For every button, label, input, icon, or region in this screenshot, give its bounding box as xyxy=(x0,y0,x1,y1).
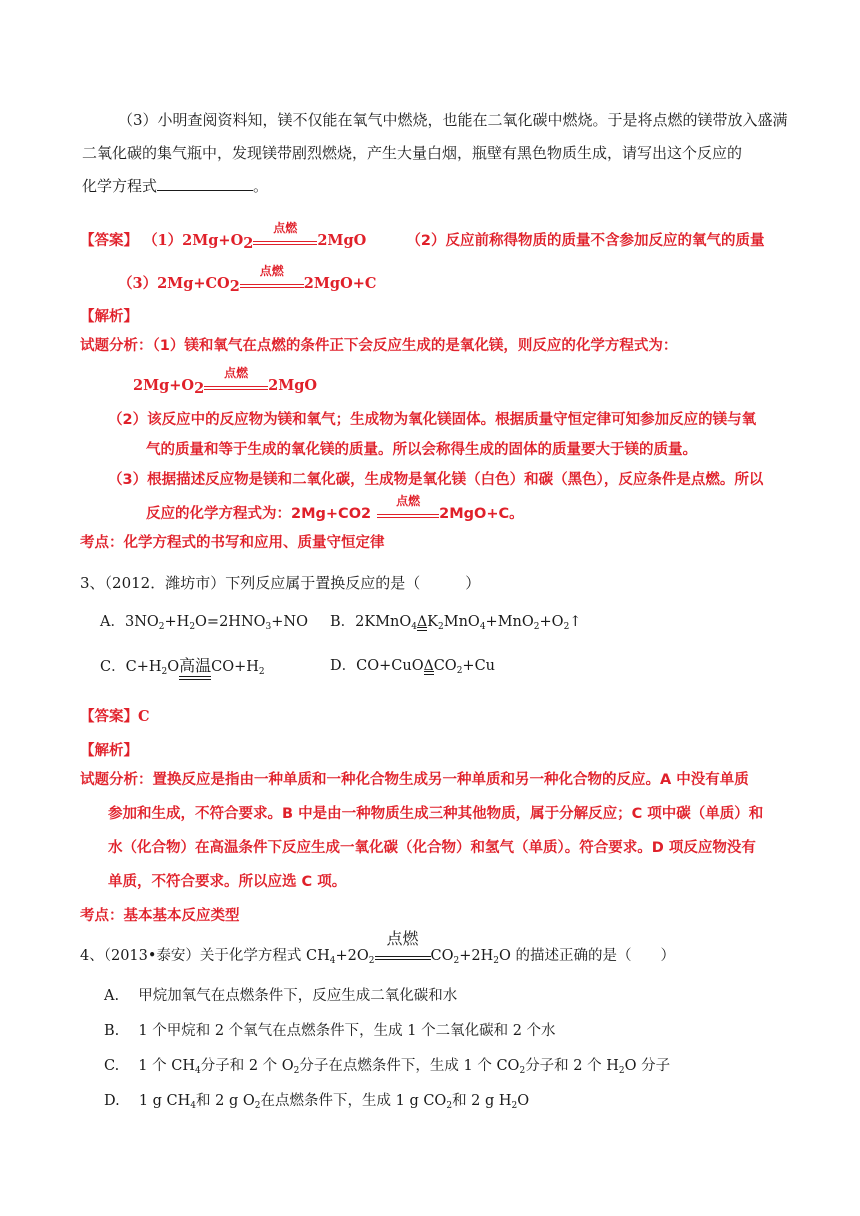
analysis1-l4: （3）根据描述反应物是镁和二氧化碳，生成物是氧化镁（白色）和碳（黑色），反应条件是点燃。所以 xyxy=(108,472,764,488)
analysis1-kaodian: 考点：化学方程式的书写和应用、质量守恒定律 xyxy=(80,535,385,551)
reaction-condition-arrow xyxy=(204,366,268,390)
answer-tag: 【答案】 xyxy=(80,233,138,249)
q4-stem: 4、（2013•泰安）关于化学方程式 $CH_4+2O_2$ 点燃 $CO_2+2H_2O$ 的描述正确的是（ ） xyxy=(80,929,675,966)
condition-label: 点燃 xyxy=(273,221,298,235)
analysis2-l1: 试题分析：置换反应是指由一种单质和一种化合物生成另一种单质和另一种化合物的反应。A 中没有单质 xyxy=(80,772,749,788)
reaction-condition-arrow xyxy=(240,264,304,288)
reaction-condition-arrow xyxy=(377,494,439,518)
q3-option-b: B．2KMnO$_4$Δ $K_2MnO_4+MnO_2+O_2↑$ xyxy=(330,614,582,632)
answer-tag: 【答案】 xyxy=(80,709,138,725)
answer1-p1-product: 2MgO xyxy=(317,232,367,249)
q4-option-a: A. 甲烷加氧气在点燃条件下，反应生成二氧化碳和水 xyxy=(104,988,458,1004)
analysis1-eq-product: 2MgO xyxy=(268,377,318,394)
answer1-line2 xyxy=(118,264,377,295)
q3-stem: 3、（2012．潍坊市）下列反应属于置换反应的是（ ） xyxy=(80,574,481,592)
reaction-condition-arrow xyxy=(375,929,431,960)
answer1-p2: （2）反应前称得物质的质量不含参加反应的氧气的质量 xyxy=(406,233,765,249)
condition-label: 点燃 xyxy=(224,366,249,380)
high-temp-condition: 高温 xyxy=(179,656,211,680)
q3-part-line3-post: 。 xyxy=(253,177,269,195)
analysis1-eq xyxy=(133,366,318,397)
analysis1-eq-prefix: 2Mg+O xyxy=(133,377,195,394)
delta-condition: Δ xyxy=(417,614,428,630)
q4-option-b: B. 1 个甲烷和 2 个氧气在点燃条件下，生成 1 个二氧化碳和 2 个水 xyxy=(104,1023,556,1039)
delta-condition: Δ xyxy=(423,658,434,674)
answer1-p3-sub: 2 xyxy=(229,278,240,295)
answer2-value: C xyxy=(138,708,150,725)
answer1-p3-prefix: （3）2Mg+CO xyxy=(118,275,230,292)
condition-label: 点燃 xyxy=(396,494,421,508)
analysis2-l2: 参加和生成，不符合要求。B 中是由一种物质生成三种其他物质，属于分解反应；C 项中碳（单质）和 xyxy=(108,806,764,822)
analysis1-l5 xyxy=(146,494,524,524)
analysis1-l5-pre: 反应的化学方程式为：2Mg+CO2 xyxy=(146,506,372,522)
analysis2-kaodian: 考点：基本基本反应类型 xyxy=(80,908,240,924)
answer1-p1-prefix: （1）2Mg+O xyxy=(143,232,244,249)
reaction-condition-arrow xyxy=(253,221,317,245)
analysis1-l1: 试题分析：（1）镁和氧气在点燃的条件正下会反应生成的是氧化镁，则反应的化学方程式为： xyxy=(80,338,678,354)
answer2-line xyxy=(80,707,150,727)
answer1-p3-product: 2MgO+C xyxy=(303,275,377,292)
analysis1-l3: 气的质量和等于生成的氧化镁的质量。所以会称得生成的固体的质量要大于镁的质量。 xyxy=(146,442,697,458)
q4-option-d: D. 1 g $CH_4$和 2 g $O_2$在点燃条件下，生成 1 g $CO_2$和 2 g $H_2O$ xyxy=(104,1093,530,1111)
analysis2-l3: 水（化合物）在高温条件下反应生成一氧化碳（化合物）和氢气（单质）。符合要求。D 项反应物没有 xyxy=(108,840,756,856)
q3-part-line2: 二氧化碳的集气瓶中，发现镁带剧烈燃烧，产生大量白烟，瓶壁有黑色物质生成，请写出这个反应的 xyxy=(82,144,743,162)
analysis2-l4: 单质，不符合要求。所以应选 C 项。 xyxy=(108,874,347,890)
q3-option-d: D．CO+CuOΔ $CO_2+Cu$ xyxy=(330,658,496,676)
q3-part-line3-pre: 化学方程式 xyxy=(82,177,158,195)
analysis1-tag: 【解析】 xyxy=(80,309,138,325)
analysis1-l5-post: 2MgO+C。 xyxy=(439,506,524,522)
analysis1-l2: （2）该反应中的反应物为镁和氧气；生成物为氧化镁固体。根据质量守恒定律可知参加反应的镁与氧 xyxy=(108,412,757,428)
answer1-p1-sub: 2 xyxy=(243,235,254,252)
condition-label: 点燃 xyxy=(259,264,284,278)
q3-option-c: C．$C+H_2O$高温 $CO+H_2$ xyxy=(100,656,265,680)
analysis2-tag: 【解析】 xyxy=(80,743,138,759)
q3-part-line3 xyxy=(82,176,268,196)
analysis1-eq-sub: 2 xyxy=(194,380,205,397)
q3-option-a: A．$3NO_2+H_2O=2HNO_3+NO$ xyxy=(100,614,308,632)
answer1-line1 xyxy=(80,221,765,252)
q3-part-line1: （3）小明查阅资料知，镁不仅能在氧气中燃烧，也能在二氧化碳中燃烧。于是将点燃的镁带放入盛满 xyxy=(118,111,788,129)
q4-option-c: C. 1 个 $CH_4$分子和 2 个 $O_2$分子在点燃条件下，生成 1 个 $CO_2$分子和 2 个 $H_2O$ 分子 xyxy=(104,1058,671,1076)
answer-blank xyxy=(157,176,253,191)
condition-label: 点燃 xyxy=(386,929,419,948)
